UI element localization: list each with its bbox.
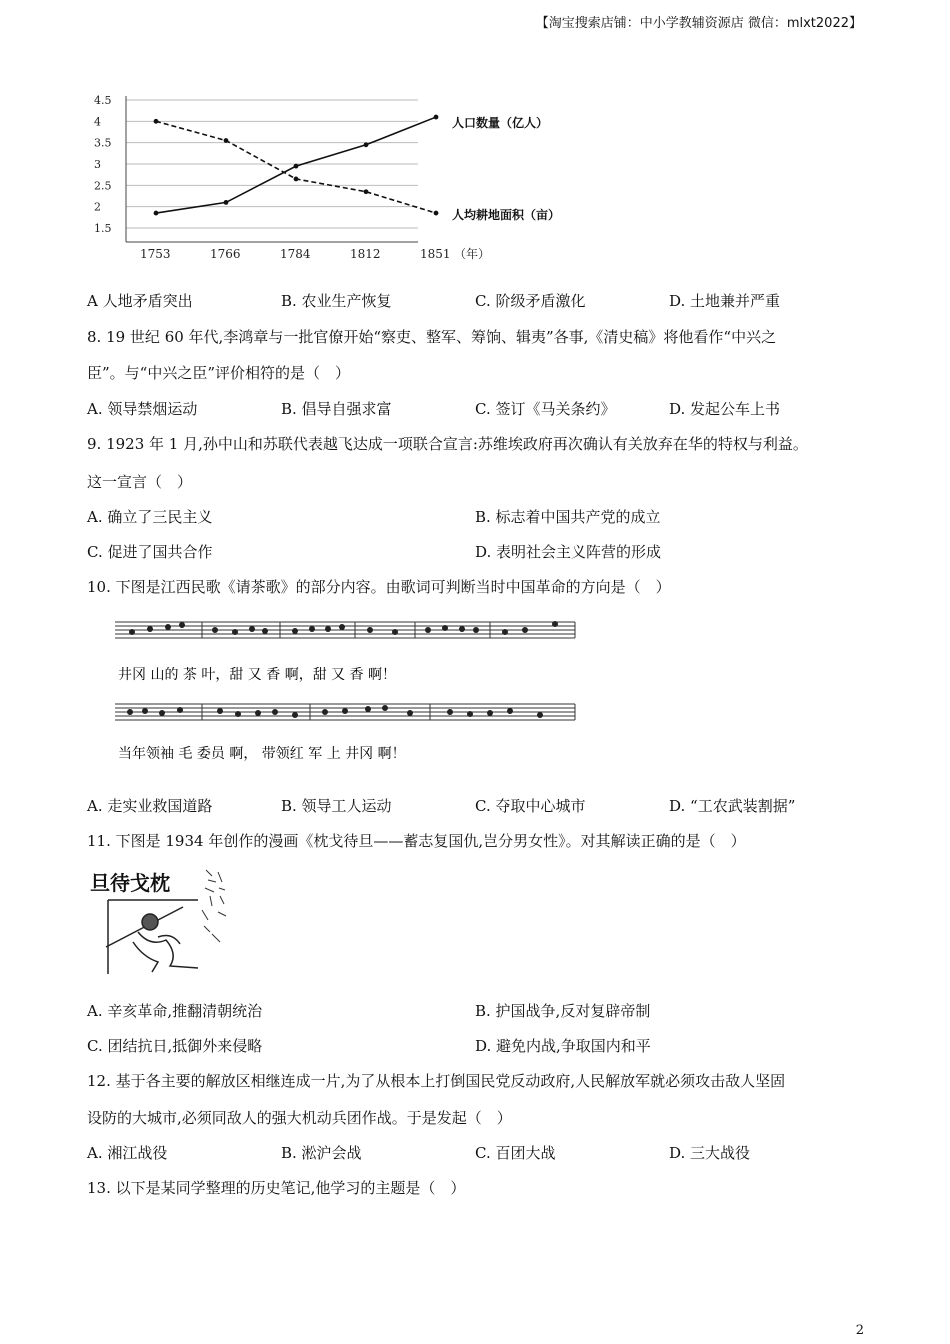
q8-stem-line1: 8. 19 世纪 60 年代,李鸿章与一批官僚开始“察吏、整军、筹饷、辑夷”各事,《清史稿》将他看作“中兴之 [87, 328, 777, 346]
q9-option-c[interactable]: C. 促进了国共合作 [87, 543, 213, 561]
series-label: 人口数量（亿人） [452, 116, 549, 131]
page-header: 【淘宝搜索店铺：中小学教辅资源店 微信：mlxt2022】 [535, 16, 862, 31]
data-point [294, 177, 299, 182]
data-point [434, 115, 439, 120]
y-tick-label: 1.5 [94, 222, 112, 235]
data-point [224, 200, 229, 205]
score-lyric-1: 井冈 山的 茶 叶，甜 又 香 啊，甜 又 香 啊！ [118, 667, 397, 683]
y-tick-label: 2 [94, 200, 101, 214]
cartoon-calligraphy [202, 870, 226, 942]
score-lyric-2: 当年领袖 毛 委员 啊， 带领红 军 上 井冈 啊！ [118, 746, 406, 762]
q8-stem-line2: 臣”。与“中兴之臣”评价相符的是（ ） [87, 364, 351, 382]
y-tick-label: 2.5 [94, 179, 112, 193]
q10-option-b[interactable]: B. 领导工人运动 [281, 797, 392, 815]
q10-option-d[interactable]: D. “工农武装割据” [669, 797, 796, 815]
q10-option-c[interactable]: C. 夺取中心城市 [475, 797, 586, 815]
tea-song-score [110, 612, 590, 762]
x-tick-label: 1766 [210, 247, 241, 261]
q9-stem-line2: 这一宣言（ ） [87, 473, 193, 491]
q9-stem-line1: 9. 1923 年 1 月,孙中山和苏联代表越飞达成一项联合宣言:苏维埃政府再次确认有关放弃在华的特权与利益。 [87, 435, 808, 453]
data-point [364, 142, 369, 147]
q7-option-c[interactable]: C. 阶级矛盾激化 [475, 292, 586, 310]
x-tick-label: 1753 [140, 247, 171, 261]
data-point [294, 164, 299, 169]
q12-stem-line1: 12. 基于各主要的解放区相继连成一片,为了从根本上打倒国民党反动政府,人民解放军就必须攻击敌人坚固 [87, 1072, 786, 1090]
data-point [154, 119, 159, 124]
x-tick-label: 1784 [280, 247, 311, 261]
x-axis-unit: （年） [454, 247, 491, 261]
y-tick-label: 3 [94, 158, 101, 171]
q11-option-d[interactable]: D. 避免内战,争取国内和平 [475, 1037, 651, 1055]
q11-option-a[interactable]: A. 辛亥革命,推翻清朝统治 [87, 1002, 263, 1020]
q12-stem-line2: 设防的大城市,必须同敌人的强大机动兵团作战。于是发起（ ） [87, 1109, 512, 1127]
page-number: 2 [855, 1323, 864, 1338]
cartoon-drawing [106, 900, 198, 974]
y-tick-label: 3.5 [94, 136, 112, 150]
q10-stem: 10. 下图是江西民歌《请茶歌》的部分内容。由歌词可判断当时中国革命的方向是（ ） [87, 578, 671, 596]
q8-option-b[interactable]: B. 倡导自强求富 [281, 400, 392, 418]
data-point [364, 189, 369, 194]
score-notes-1 [129, 621, 558, 635]
q8-option-a[interactable]: A. 领导禁烟运动 [87, 400, 198, 418]
x-tick-label: 1812 [350, 247, 381, 261]
q8-option-c[interactable]: C. 签订《马关条约》 [475, 400, 616, 418]
q7-option-b[interactable]: B. 农业生产恢复 [281, 292, 392, 310]
y-tick-label: 4 [94, 115, 101, 129]
q12-option-d[interactable]: D. 三大战役 [669, 1144, 751, 1162]
x-tick-label: 1851 [420, 247, 451, 261]
data-point [434, 211, 439, 216]
cartoon-title: 旦待戈枕 [90, 871, 170, 895]
y-tick-label: 4.5 [94, 94, 112, 107]
q7-option-a[interactable]: A 人地矛盾突出 [87, 292, 193, 310]
data-point [154, 211, 159, 216]
q9-option-a[interactable]: A. 确立了三民主义 [87, 508, 213, 526]
q12-option-a[interactable]: A. 湘江战役 [87, 1144, 168, 1162]
q11-option-c[interactable]: C. 团结抗日,抵御外来侵略 [87, 1037, 263, 1055]
q9-option-b[interactable]: B. 标志着中国共产党的成立 [475, 508, 661, 526]
q10-option-a[interactable]: A. 走实业救国道路 [87, 797, 213, 815]
q13-stem: 13. 以下是某同学整理的历史笔记,他学习的主题是（ ） [87, 1179, 466, 1197]
population-land-chart [90, 92, 561, 272]
q12-option-c[interactable]: C. 百团大战 [475, 1144, 556, 1162]
q8-option-d[interactable]: D. 发起公车上书 [669, 400, 781, 418]
q11-stem: 11. 下图是 1934 年创作的漫画《枕戈待旦——蓄志复国仇,岂分男女性》。对其解读正确的是（ ） [87, 832, 746, 850]
q11-option-b[interactable]: B. 护国战争,反对复辟帝制 [475, 1002, 651, 1020]
cartoon-image [88, 862, 238, 977]
series-label: 人均耕地面积（亩） [452, 208, 561, 223]
data-point [224, 138, 229, 143]
q9-option-d[interactable]: D. 表明社会主义阵营的形成 [475, 543, 662, 561]
q12-option-b[interactable]: B. 淞沪会战 [281, 1144, 362, 1162]
q7-option-d[interactable]: D. 土地兼并严重 [669, 292, 781, 310]
